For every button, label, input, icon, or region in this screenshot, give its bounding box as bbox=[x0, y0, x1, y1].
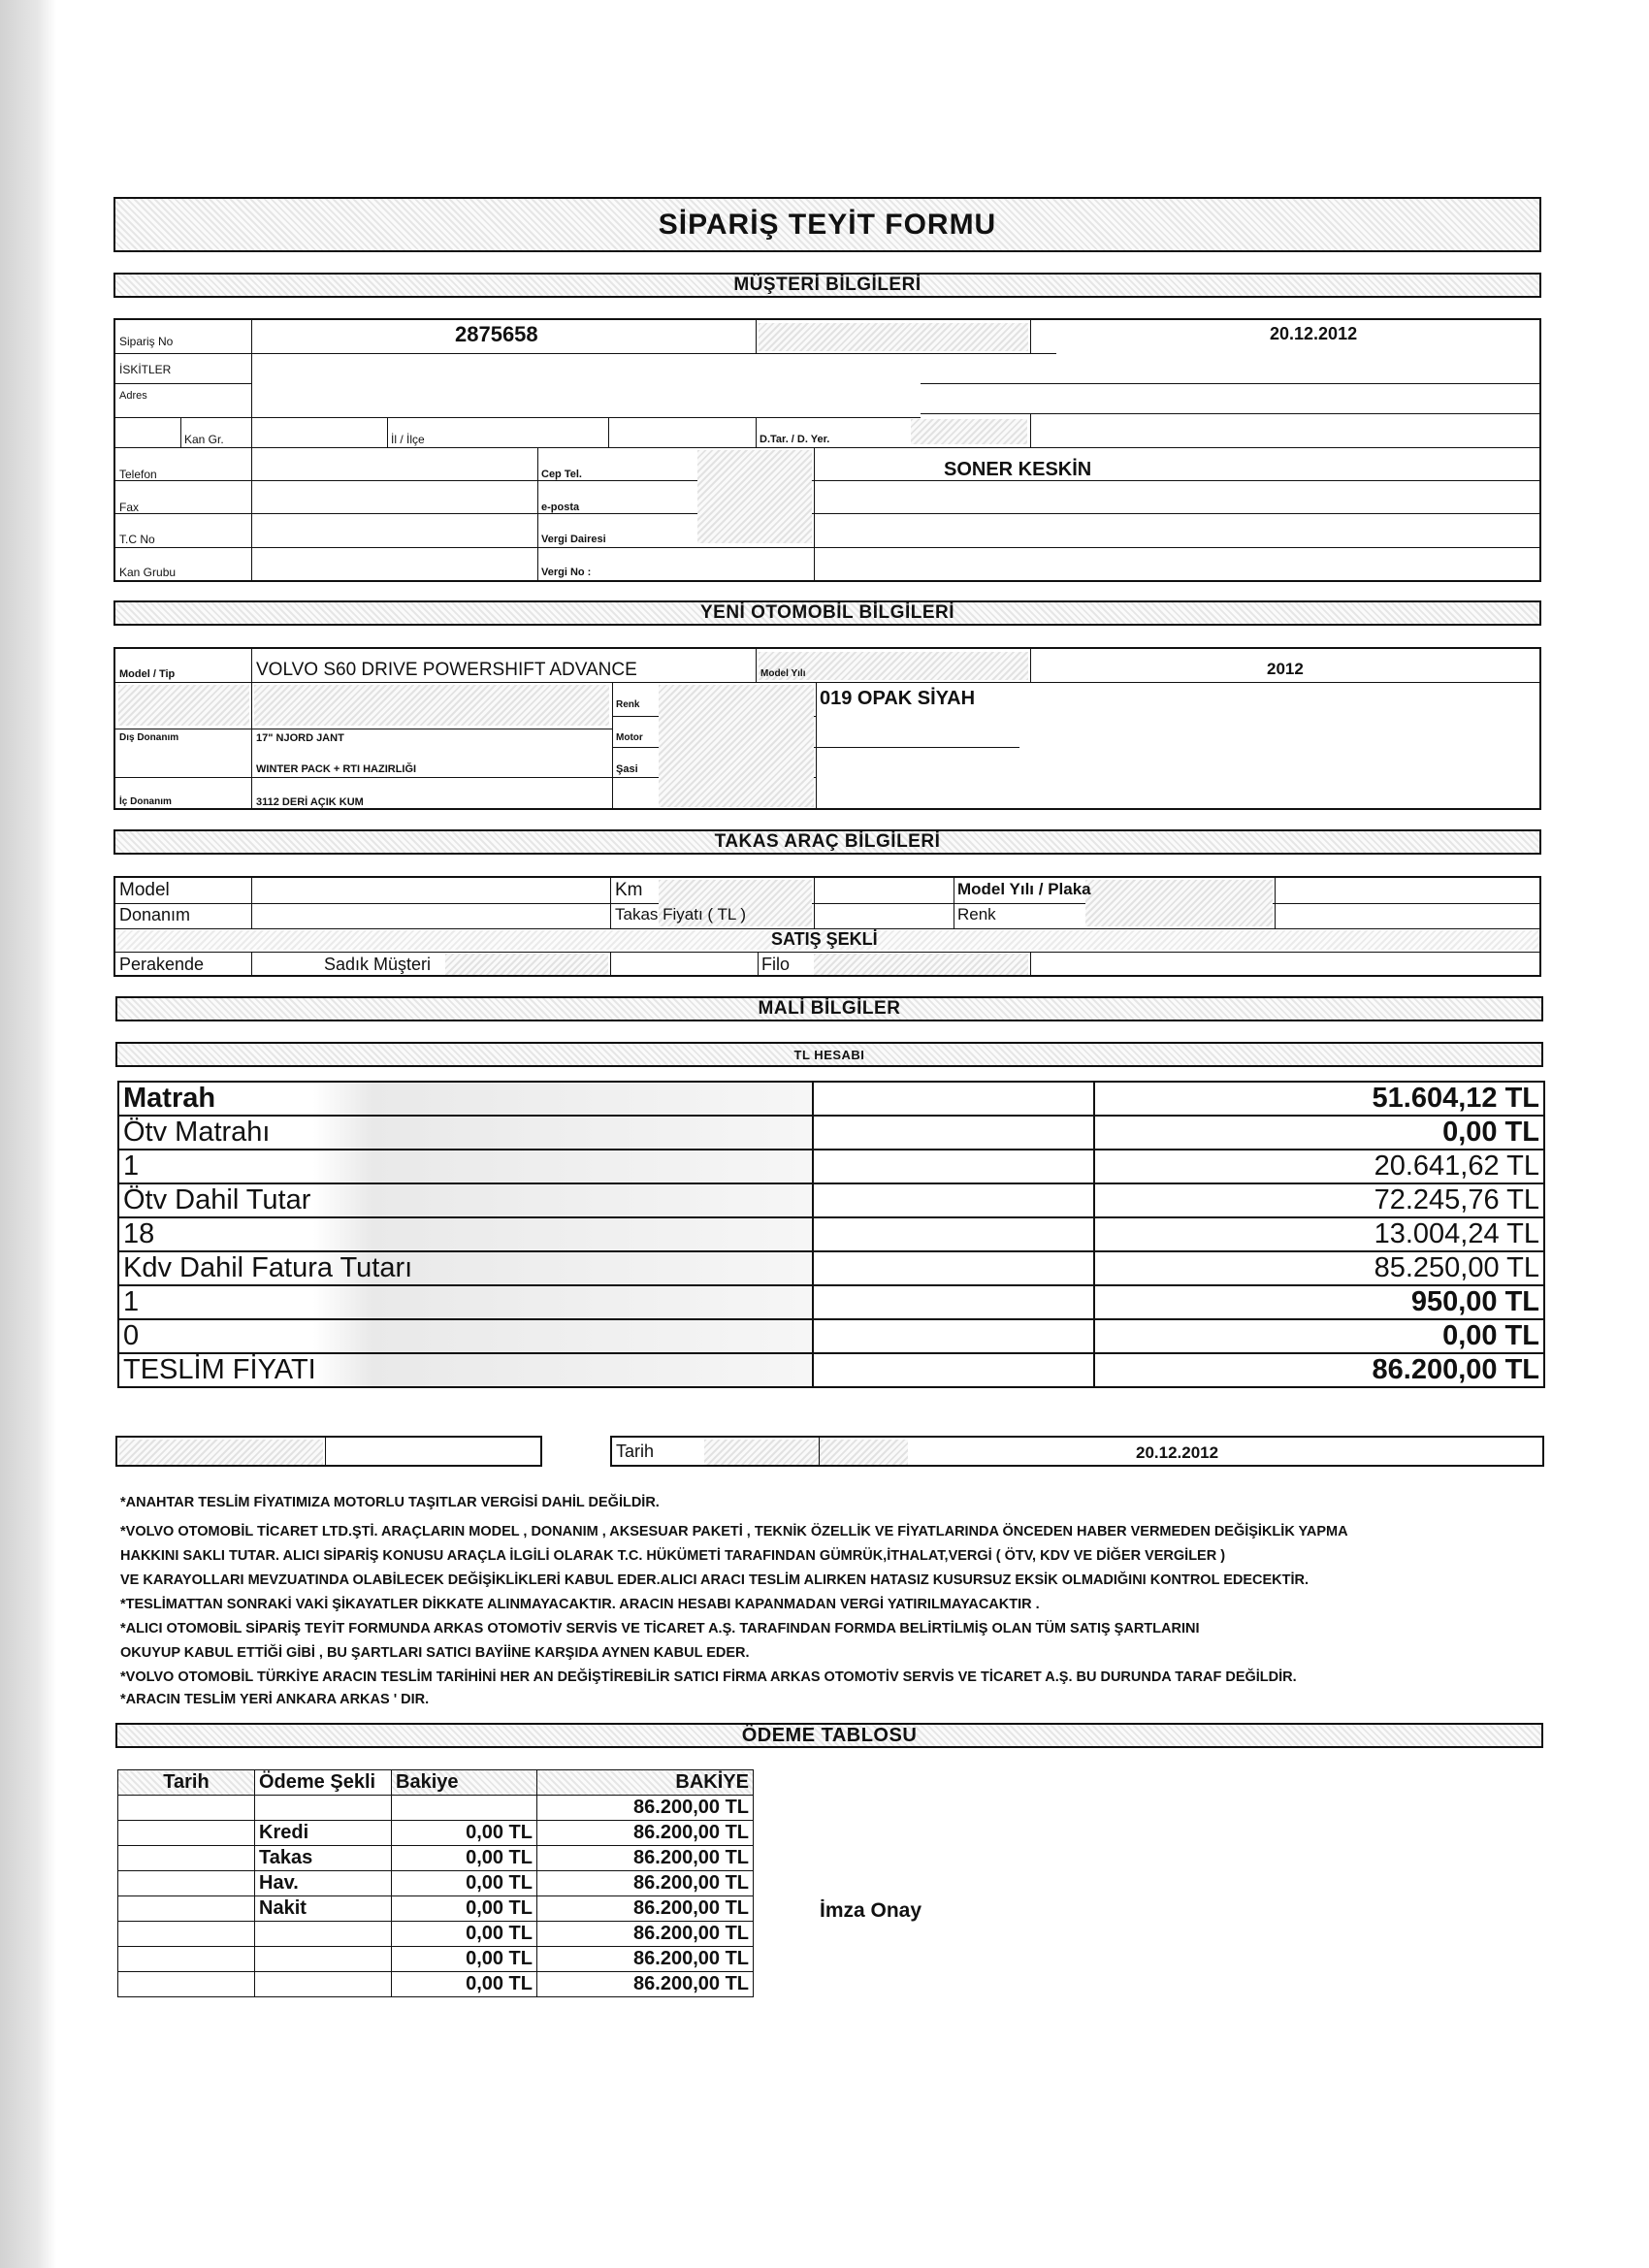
payment-row: 0,00 TL 86.200,00 TL bbox=[118, 1947, 754, 1972]
finance-row: 0 0,00 TL bbox=[118, 1319, 1544, 1353]
finance-row: Ötv Matrahı 0,00 TL bbox=[118, 1116, 1544, 1150]
color-label: Renk bbox=[616, 699, 640, 710]
note-line: *ANAHTAR TESLİM FİYATIMIZA MOTORLU TAŞITLAR VERGİSİ DAHİL DEĞİLDİR. bbox=[120, 1495, 660, 1510]
form-title: SİPARİŞ TEYİT FORMU bbox=[658, 208, 997, 241]
fax-label: Fax bbox=[119, 501, 140, 514]
city-label: İl / İlçe bbox=[391, 433, 425, 446]
trade-color-label: Renk bbox=[957, 905, 996, 923]
note-line: *VOLVO OTOMOBİL TÜRKİYE ARACIN TESLİM TARİHİNİ HER AN DEĞİŞTİREBİLİR SATICI FİRMA ARKAS OTOMOTİV SERVİS VE TİCARET A.Ş. BU DURUNDA TARAF DEĞİLDİR. bbox=[120, 1669, 1297, 1685]
address-label: Adres bbox=[119, 390, 147, 402]
customer-info-grid bbox=[113, 318, 1541, 582]
note-line: HAKKINI SAKLI TUTAR. ALICI SİPARİŞ KONUSU ARAÇLA İLGİLİ OLARAK T.C. HÜKÜMETİ TARAFINDAN GÜMRÜK,İTHALAT,VERGİ ( ÖTV, KDV VE DİĞER VERGİLER ) bbox=[120, 1548, 1226, 1564]
trade-in-section-header: TAKAS ARAÇ BİLGİLERİ bbox=[113, 829, 1541, 855]
terms-notes bbox=[120, 1493, 1556, 1709]
financial-table bbox=[117, 1081, 1545, 1388]
payment-row: Kredi 0,00 TL 86.200,00 TL bbox=[118, 1821, 754, 1846]
trade-in-grid bbox=[113, 876, 1541, 977]
customer-section-header: MÜŞTERİ BİLGİLERİ bbox=[113, 273, 1541, 298]
interior-label: İç Donanım bbox=[119, 796, 172, 807]
trade-equipment-label: Donanım bbox=[119, 905, 191, 924]
date-row-left bbox=[115, 1436, 542, 1467]
payment-header-row: Tarih Ödeme Şekli Bakiye BAKİYE bbox=[118, 1770, 754, 1796]
delivery-price-row: TESLİM FİYATI 86.200,00 TL bbox=[118, 1353, 1544, 1387]
finance-row: Ötv Dahil Tutar 72.245,76 TL bbox=[118, 1183, 1544, 1217]
blood-group-short-label: Kan Gr. bbox=[184, 433, 224, 446]
payment-section-header: ÖDEME TABLOSU bbox=[115, 1723, 1543, 1748]
date-label: Tarih bbox=[616, 1442, 655, 1461]
trade-price-label: Takas Fiyatı ( TL ) bbox=[615, 905, 747, 923]
interior-value: 3112 DERİ AÇIK KUM bbox=[256, 796, 364, 808]
payment-row: 86.200,00 TL bbox=[118, 1796, 754, 1821]
financial-section-header: MALİ BİLGİLER bbox=[115, 996, 1543, 1021]
date-row bbox=[610, 1436, 1544, 1467]
finance-row: Kdv Dahil Fatura Tutarı 85.250,00 TL bbox=[118, 1251, 1544, 1285]
signature-label: İmza Onay bbox=[820, 1899, 922, 1922]
phone-label: Telefon bbox=[119, 468, 157, 481]
order-no-value: 2875658 bbox=[455, 322, 538, 346]
payment-row: Hav. 0,00 TL 86.200,00 TL bbox=[118, 1871, 754, 1896]
finance-row: 18 13.004,24 TL bbox=[118, 1217, 1544, 1251]
order-no-label: Sipariş No bbox=[119, 335, 174, 348]
model-type-value: VOLVO S60 DRIVE POWERSHIFT ADVANCE bbox=[256, 660, 637, 680]
tax-office-label: Vergi Dairesi bbox=[541, 534, 606, 545]
note-line: VE KARAYOLLARI MEVZUATINDA OLABİLECEK DEĞİŞİKLİKLERİ KABUL EDER.ALICI ARACI TESLİM ALIRKEN HATASIZ KUSURSUZ EKSİK OLMADIĞINI KONTROL EDECEKTİR. bbox=[120, 1572, 1310, 1588]
fleet-label: Filo bbox=[761, 955, 791, 974]
retail-label: Perakende bbox=[119, 955, 205, 974]
exterior-value: 17" NJORD JANT bbox=[256, 732, 344, 744]
color-value: 019 OPAK SİYAH bbox=[820, 688, 976, 709]
mobile-label: Cep Tel. bbox=[541, 469, 582, 480]
exterior-label: Dış Donanım bbox=[119, 732, 179, 743]
pack-value: WINTER PACK + RTI HAZIRLIĞI bbox=[256, 763, 417, 775]
model-year-value: 2012 bbox=[1267, 660, 1304, 678]
payment-table bbox=[117, 1769, 754, 1997]
payment-row: Nakit 0,00 TL 86.200,00 TL bbox=[118, 1896, 754, 1922]
tl-account-header: TL HESABI bbox=[115, 1042, 1543, 1067]
email-label: e-posta bbox=[541, 502, 580, 513]
finance-row: Matrah 51.604,12 TL bbox=[118, 1082, 1544, 1116]
date-value: 20.12.2012 bbox=[1136, 1443, 1219, 1462]
finance-row: 1 950,00 TL bbox=[118, 1285, 1544, 1319]
note-line: *ARACIN TESLİM YERİ ANKARA ARKAS ' DIR. bbox=[120, 1692, 430, 1707]
finance-row: 1 20.641,62 TL bbox=[118, 1150, 1544, 1183]
motor-label: Motor bbox=[616, 732, 643, 743]
note-line: *ALICI OTOMOBİL SİPARİŞ TEYİT FORMUNDA ARKAS OTOMOTİV SERVİS VE TİCARET A.Ş. TARAFINDAN FORMDA BELİRTİLMİŞ OLAN TÜM SATIŞ ŞARTLARINI bbox=[120, 1621, 1200, 1636]
blood-group-label: Kan Grubu bbox=[119, 566, 177, 579]
trade-km-label: Km bbox=[615, 880, 643, 900]
new-car-info-grid bbox=[113, 647, 1541, 810]
note-line: *VOLVO OTOMOBİL TİCARET LTD.ŞTİ. ARAÇLARIN MODEL , DONANIM , AKSESUAR PAKETİ , TEKNİK ÖZELLİK VE FİYATLARINDA ÖNCEDEN HABER VERMEDEN DEĞİŞİKLİK YAPMA bbox=[120, 1524, 1348, 1539]
chassis-label: Şasi bbox=[616, 763, 638, 775]
payment-row: Takas 0,00 TL 86.200,00 TL bbox=[118, 1846, 754, 1871]
order-date-value: 20.12.2012 bbox=[1270, 324, 1358, 343]
new-car-section-header: YENİ OTOMOBİL BİLGİLERİ bbox=[113, 600, 1541, 626]
trade-model-label: Model bbox=[119, 880, 170, 900]
note-line: *TESLİMATTAN SONRAKİ VAKİ ŞİKAYATLER DİKKATE ALINMAYACAKTIR. ARACIN HESABI KAPANMADAN VERGİ YATIRILMAYACAKTIR . bbox=[120, 1597, 1040, 1612]
iskitler-label: İSKİTLER bbox=[119, 363, 172, 376]
birth-label: D.Tar. / D. Yer. bbox=[760, 434, 830, 445]
payment-row: 0,00 TL 86.200,00 TL bbox=[118, 1972, 754, 1997]
tax-no-label: Vergi No : bbox=[541, 567, 592, 578]
sale-type-header: SATIŞ ŞEKLİ bbox=[771, 929, 878, 949]
form-title-bar bbox=[113, 197, 1541, 252]
payment-row: 0,00 TL 86.200,00 TL bbox=[118, 1922, 754, 1947]
id-label: T.C No bbox=[119, 533, 155, 546]
model-year-label: Model Yılı bbox=[760, 668, 806, 679]
trade-year-plate-label: Model Yılı / Plaka bbox=[957, 880, 1091, 898]
note-line: OKUYUP KABUL ETTİĞİ GİBİ , BU ŞARTLARI SATICI BAYİİNE KARŞIDA AYNEN KABUL EDER. bbox=[120, 1645, 750, 1661]
model-type-label: Model / Tip bbox=[119, 668, 176, 680]
customer-name-value: SONER KESKİN bbox=[944, 459, 1092, 480]
loyal-customer-label: Sadık Müşteri bbox=[324, 955, 432, 974]
scan-edge-shadow bbox=[0, 0, 56, 2268]
